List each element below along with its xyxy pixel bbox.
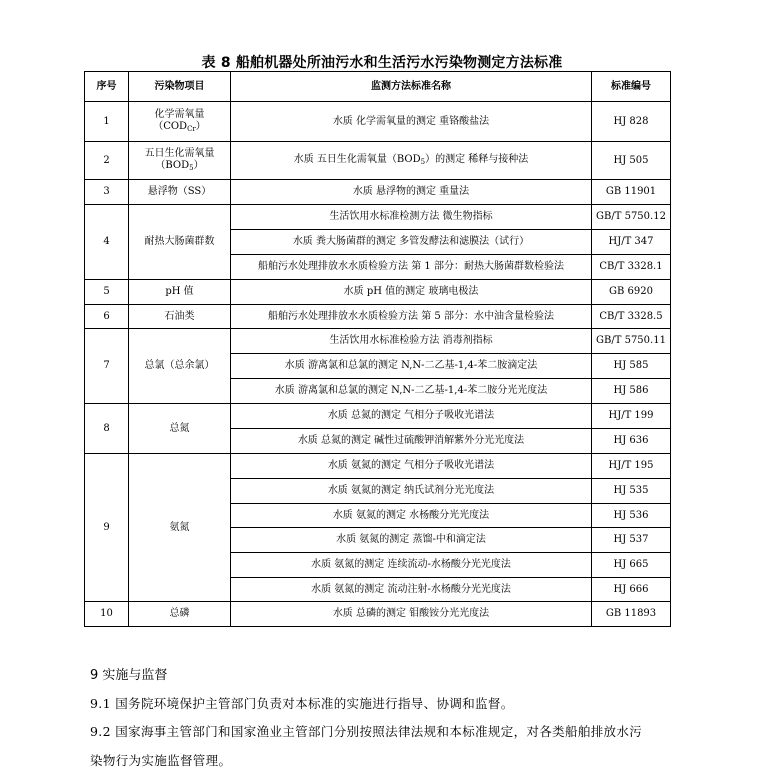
standard-code: HJ 636 xyxy=(592,429,671,454)
table-row xyxy=(85,329,671,354)
method-name: 水质 总磷的测定 钼酸铵分光光度法 xyxy=(231,602,592,627)
table-header-row xyxy=(85,72,671,102)
pollutant-name: 化学需氧量 xyxy=(154,108,205,120)
table-row xyxy=(85,305,671,329)
method-name: 水质 总氮的测定 碱性过硫酸钾消解紫外分光光度法 xyxy=(231,429,592,454)
pollutant-item: pH 值 xyxy=(129,280,231,305)
pollutant-item: 总氯（总余氯） xyxy=(129,329,231,404)
method-name: 水质 氨氮的测定 水杨酸分光光度法 xyxy=(231,504,592,528)
table-row xyxy=(85,142,671,180)
method-name: 水质 悬浮物的测定 重量法 xyxy=(231,180,592,205)
standard-code: HJ/T 199 xyxy=(592,404,671,429)
standard-code: HJ/T 195 xyxy=(592,454,671,479)
table-caption: 表 8 船舶机器处所油污水和生活污水污染物测定方法标准 xyxy=(201,55,563,71)
standard-code: HJ 536 xyxy=(592,504,671,528)
section-heading: 9 实施与监督 xyxy=(90,668,168,683)
standard-code: GB/T 5750.11 xyxy=(592,329,671,354)
header-code: 标准编号 xyxy=(592,72,671,102)
method-name: 水质 游离氯和总氯的测定 N,N-二乙基-1,4-苯二胺分光光度法 xyxy=(231,379,592,404)
standard-code: GB/T 5750.12 xyxy=(592,205,671,230)
pollutant-abbr: $(COD_{Cr})$ xyxy=(153,120,206,133)
table-row xyxy=(85,454,671,479)
standard-code: HJ 666 xyxy=(592,578,671,602)
method-name: 水质 五日生化需氧量$(BOD_5)$的测定 稀释与接种法 xyxy=(231,142,592,180)
table-row xyxy=(85,102,671,142)
pollutant-item xyxy=(129,102,231,142)
table-row xyxy=(85,404,671,429)
method-name: 生活饮用水标准检测方法 微生物指标 xyxy=(231,205,592,230)
pollutant-item: 总磷 xyxy=(129,602,231,627)
paragraph-9-1: 9.1 国务院环境保护主管部门负责对本标准的实施进行指导、协调和监督。 xyxy=(90,696,514,711)
row-number: 5 xyxy=(85,280,129,305)
pollutant-item: 氨氮 xyxy=(129,454,231,602)
pollutant-method-table xyxy=(84,71,671,627)
method-name: 水质 氨氮的测定 气相分子吸收光谱法 xyxy=(231,454,592,479)
table-row xyxy=(85,205,671,230)
standard-code: HJ 585 xyxy=(592,354,671,379)
table-row xyxy=(85,180,671,205)
method-name: 水质 氨氮的测定 流动注射-水杨酸分光光度法 xyxy=(231,578,592,602)
standard-code: CB/T 3328.1 xyxy=(592,255,671,280)
paragraph-9-2-line1: 9.2 国家海事主管部门和国家渔业主管部门分别按照法律法规和本标准规定，对各类船舶排放水污 xyxy=(90,724,643,739)
method-name: 水质 化学需氧量的测定 重铬酸盐法 xyxy=(231,102,592,142)
standard-code: CB/T 3328.5 xyxy=(592,305,671,329)
standard-code: GB 11893 xyxy=(592,602,671,627)
row-number: 2 xyxy=(85,142,129,180)
pollutant-name: 五日生化需氧量 xyxy=(144,147,215,159)
header-method: 监测方法标准名称 xyxy=(231,72,592,102)
pollutant-item: 总氮 xyxy=(129,404,231,454)
row-number: 1 xyxy=(85,102,129,142)
table-row xyxy=(85,602,671,627)
row-number: 4 xyxy=(85,205,129,280)
row-number: 10 xyxy=(85,602,129,627)
row-number: 9 xyxy=(85,454,129,602)
standard-code: HJ/T 347 xyxy=(592,230,671,255)
header-no: 序号 xyxy=(85,72,129,102)
method-name: 水质 氨氮的测定 纳氏试剂分光光度法 xyxy=(231,479,592,504)
method-name: 水质 氨氮的测定 蒸馏-中和滴定法 xyxy=(231,528,592,553)
row-number: 3 xyxy=(85,180,129,205)
pollutant-abbr: $(BOD_5)$ xyxy=(155,159,204,172)
pollutant-item: 耐热大肠菌群数 xyxy=(129,205,231,280)
standard-code: GB 11901 xyxy=(592,180,671,205)
row-number: 8 xyxy=(85,404,129,454)
method-name: 水质 游离氯和总氯的测定 N,N-二乙基-1,4-苯二胺滴定法 xyxy=(231,354,592,379)
standard-code: GB 6920 xyxy=(592,280,671,305)
method-name: 水质 氨氮的测定 连续流动-水杨酸分光光度法 xyxy=(231,553,592,578)
method-name: 生活饮用水标准检验方法 消毒剂指标 xyxy=(231,329,592,354)
standard-code: HJ 505 xyxy=(592,142,671,180)
paragraph-9-2-line2: 染物行为实施监督管理。 xyxy=(90,753,232,768)
header-item: 污染物项目 xyxy=(129,72,231,102)
method-name: 水质 粪大肠菌群的测定 多管发酵法和滤膜法（试行） xyxy=(231,230,592,255)
table-row xyxy=(85,280,671,305)
standard-code: HJ 537 xyxy=(592,528,671,553)
method-name: 船舶污水处理排放水水质检验方法 第 5 部分：水中油含量检验法 xyxy=(231,305,592,329)
standard-code: HJ 586 xyxy=(592,379,671,404)
pollutant-item: 悬浮物（SS） xyxy=(129,180,231,205)
row-number: 7 xyxy=(85,329,129,404)
method-name: 船舶污水处理排放水水质检验方法 第 1 部分：耐热大肠菌群数检验法 xyxy=(231,255,592,280)
method-name: 水质 pH 值的测定 玻璃电极法 xyxy=(231,280,592,305)
method-name: 水质 总氮的测定 气相分子吸收光谱法 xyxy=(231,404,592,429)
standard-code: HJ 535 xyxy=(592,479,671,504)
row-number: 6 xyxy=(85,305,129,329)
standard-code: HJ 665 xyxy=(592,553,671,578)
pollutant-item xyxy=(129,142,231,180)
standard-code: HJ 828 xyxy=(592,102,671,142)
pollutant-item: 石油类 xyxy=(129,305,231,329)
